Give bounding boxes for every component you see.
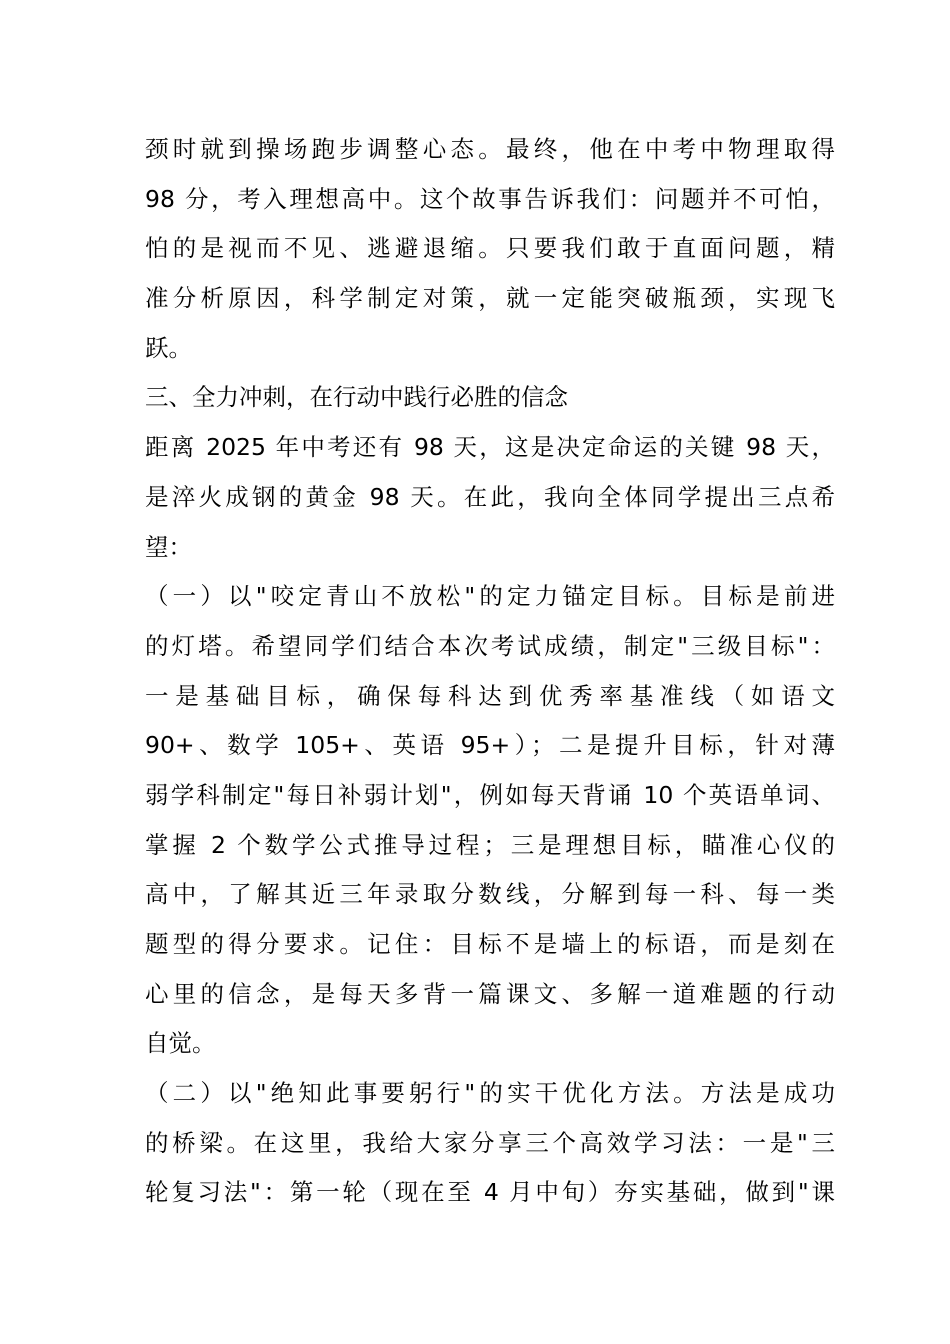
text-line: 望：	[145, 532, 192, 561]
text-line: 距离 2025 年中考还有 98 天，这是决定命运的关键 98 天，	[145, 433, 835, 462]
text-line: 98 分，考入理想高中。这个故事告诉我们：问题并不可怕，	[145, 184, 835, 213]
document-body	[145, 125, 835, 1218]
text-line: 高中，了解其近三年录取分数线，分解到每一科、每一类	[145, 880, 835, 909]
text-line: 是淬火成钢的黄金 98 天。在此，我向全体同学提出三点希	[145, 482, 835, 511]
section-heading: 三、全力冲刺，在行动中践行必胜的信念	[145, 383, 568, 412]
text-line: 一是基础目标，确保每科达到优秀率基准线（如语文	[145, 681, 835, 710]
text-line: 怕的是视而不见、逃避退缩。只要我们敢于直面问题，精	[145, 234, 835, 263]
text-line: 题型的得分要求。记住：目标不是墙上的标语，而是刻在	[145, 930, 835, 958]
text-line: 准分析原因，科学制定对策，就一定能突破瓶颈，实现飞	[145, 284, 835, 313]
text-line: 弱学科制定"每日补弱计划"，例如每天背诵 10 个英语单词、	[145, 780, 835, 809]
text-line: 颈时就到操场跑步调整心态。最终，他在中考中物理取得	[145, 135, 835, 163]
text-line: 的灯塔。希望同学们结合本次考试成绩，制定"三级目标"：	[145, 631, 835, 660]
text-line: 的桥梁。在这里，我给大家分享三个高效学习法：一是"三	[145, 1128, 835, 1157]
text-line: 掌握 2 个数学公式推导过程；三是理想目标，瞄准心仪的	[145, 830, 835, 859]
text-line: （一）以"咬定青山不放松"的定力锚定目标。目标是前进	[145, 582, 835, 611]
text-line: （二）以"绝知此事要躬行"的实干优化方法。方法是成功	[145, 1079, 835, 1108]
text-line: 90+、数学 105+、英语 95+）；二是提升目标，针对薄	[145, 731, 835, 760]
text-line: 自觉。	[145, 1029, 216, 1058]
text-line: 心里的信念，是每天多背一篇课文、多解一道难题的行动	[145, 979, 835, 1008]
text-line: 轮复习法"：第一轮（现在至 4 月中旬）夯实基础，做到"课	[145, 1178, 835, 1207]
text-line: 跃。	[145, 333, 192, 362]
